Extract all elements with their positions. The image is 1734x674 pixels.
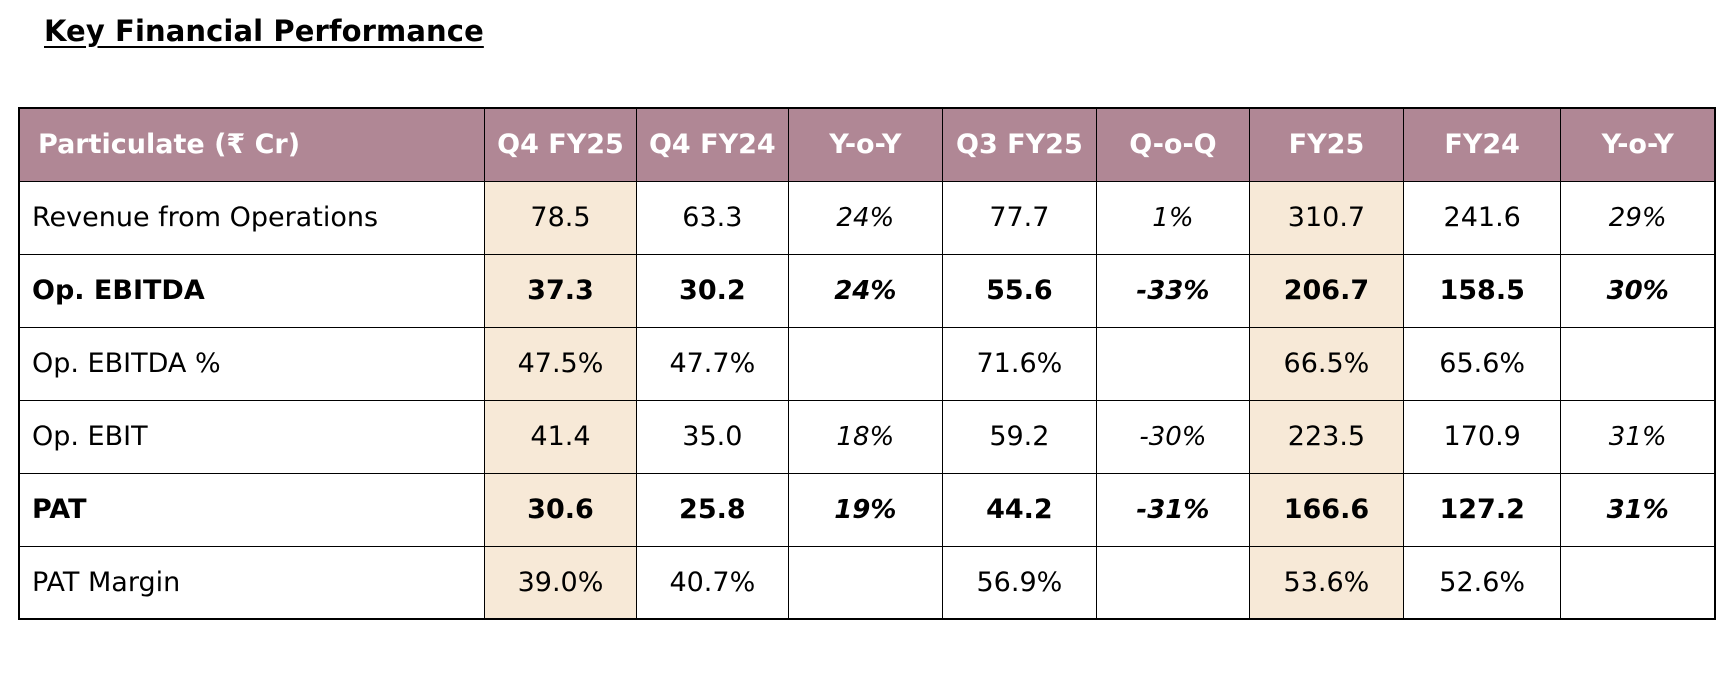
cell-revenue-yoy-quarter: 24% bbox=[788, 181, 942, 254]
column-header-fy25: FY25 bbox=[1249, 108, 1403, 181]
row-label-op-ebitda: Op. EBITDA bbox=[19, 254, 485, 327]
cell-ebitda-pct-q4-fy25: 47.5% bbox=[485, 327, 637, 400]
column-header-yoy-quarter: Y-o-Y bbox=[788, 108, 942, 181]
column-header-fy24: FY24 bbox=[1403, 108, 1560, 181]
cell-ebitda-pct-yoy-annual bbox=[1561, 327, 1715, 400]
cell-ebitda-pct-yoy-quarter bbox=[788, 327, 942, 400]
cell-ebitda-q4-fy25: 37.3 bbox=[485, 254, 637, 327]
cell-pat-margin-q4-fy24: 40.7% bbox=[636, 546, 788, 619]
cell-ebit-fy25: 223.5 bbox=[1249, 400, 1403, 473]
page-title: Key Financial Performance bbox=[44, 14, 484, 48]
table-row bbox=[19, 327, 1715, 400]
cell-ebitda-q3-fy25: 55.6 bbox=[942, 254, 1096, 327]
cell-pat-q3-fy25: 44.2 bbox=[942, 473, 1096, 546]
table-row bbox=[19, 254, 1715, 327]
cell-ebitda-yoy-quarter: 24% bbox=[788, 254, 942, 327]
cell-pat-margin-qoq bbox=[1096, 546, 1249, 619]
cell-ebitda-qoq: -33% bbox=[1096, 254, 1249, 327]
row-label-revenue-from-operations: Revenue from Operations bbox=[19, 181, 485, 254]
cell-pat-fy25: 166.6 bbox=[1249, 473, 1403, 546]
table-body bbox=[19, 181, 1715, 619]
cell-revenue-qoq: 1% bbox=[1096, 181, 1249, 254]
cell-pat-q4-fy25: 30.6 bbox=[485, 473, 637, 546]
cell-revenue-q3-fy25: 77.7 bbox=[942, 181, 1096, 254]
table-row bbox=[19, 473, 1715, 546]
row-label-op-ebitda-percent: Op. EBITDA % bbox=[19, 327, 485, 400]
cell-pat-yoy-quarter: 19% bbox=[788, 473, 942, 546]
financial-table-container bbox=[18, 107, 1716, 620]
cell-ebitda-pct-qoq bbox=[1096, 327, 1249, 400]
cell-ebit-qoq: -30% bbox=[1096, 400, 1249, 473]
cell-ebitda-pct-q4-fy24: 47.7% bbox=[636, 327, 788, 400]
cell-pat-yoy-annual: 31% bbox=[1561, 473, 1715, 546]
cell-ebitda-fy24: 158.5 bbox=[1403, 254, 1560, 327]
cell-ebitda-pct-q3-fy25: 71.6% bbox=[942, 327, 1096, 400]
cell-revenue-fy24: 241.6 bbox=[1403, 181, 1560, 254]
cell-ebit-yoy-quarter: 18% bbox=[788, 400, 942, 473]
column-header-q4-fy25: Q4 FY25 bbox=[485, 108, 637, 181]
cell-pat-margin-yoy-quarter bbox=[788, 546, 942, 619]
cell-revenue-yoy-annual: 29% bbox=[1561, 181, 1715, 254]
cell-ebit-q4-fy25: 41.4 bbox=[485, 400, 637, 473]
cell-revenue-q4-fy25: 78.5 bbox=[485, 181, 637, 254]
row-label-op-ebit: Op. EBIT bbox=[19, 400, 485, 473]
cell-pat-qoq: -31% bbox=[1096, 473, 1249, 546]
row-label-pat-margin: PAT Margin bbox=[19, 546, 485, 619]
cell-pat-margin-yoy-annual bbox=[1561, 546, 1715, 619]
cell-ebit-yoy-annual: 31% bbox=[1561, 400, 1715, 473]
cell-revenue-q4-fy24: 63.3 bbox=[636, 181, 788, 254]
cell-ebitda-pct-fy25: 66.5% bbox=[1249, 327, 1403, 400]
table-header bbox=[19, 108, 1715, 181]
column-header-q4-fy24: Q4 FY24 bbox=[636, 108, 788, 181]
table-row bbox=[19, 181, 1715, 254]
cell-pat-margin-q4-fy25: 39.0% bbox=[485, 546, 637, 619]
column-header-yoy-annual: Y-o-Y bbox=[1561, 108, 1715, 181]
key-financial-performance-table bbox=[18, 107, 1716, 620]
cell-pat-margin-fy24: 52.6% bbox=[1403, 546, 1560, 619]
cell-ebit-q3-fy25: 59.2 bbox=[942, 400, 1096, 473]
cell-ebitda-yoy-annual: 30% bbox=[1561, 254, 1715, 327]
cell-ebitda-pct-fy24: 65.6% bbox=[1403, 327, 1560, 400]
cell-pat-fy24: 127.2 bbox=[1403, 473, 1560, 546]
cell-ebitda-fy25: 206.7 bbox=[1249, 254, 1403, 327]
header-row bbox=[19, 108, 1715, 181]
cell-ebitda-q4-fy24: 30.2 bbox=[636, 254, 788, 327]
table-row bbox=[19, 400, 1715, 473]
column-header-q3-fy25: Q3 FY25 bbox=[942, 108, 1096, 181]
row-label-pat: PAT bbox=[19, 473, 485, 546]
cell-pat-q4-fy24: 25.8 bbox=[636, 473, 788, 546]
cell-ebit-fy24: 170.9 bbox=[1403, 400, 1560, 473]
table-row bbox=[19, 546, 1715, 619]
cell-revenue-fy25: 310.7 bbox=[1249, 181, 1403, 254]
column-header-particulate: Particulate (₹ Cr) bbox=[19, 108, 485, 181]
cell-pat-margin-q3-fy25: 56.9% bbox=[942, 546, 1096, 619]
cell-ebit-q4-fy24: 35.0 bbox=[636, 400, 788, 473]
column-header-qoq: Q-o-Q bbox=[1096, 108, 1249, 181]
cell-pat-margin-fy25: 53.6% bbox=[1249, 546, 1403, 619]
